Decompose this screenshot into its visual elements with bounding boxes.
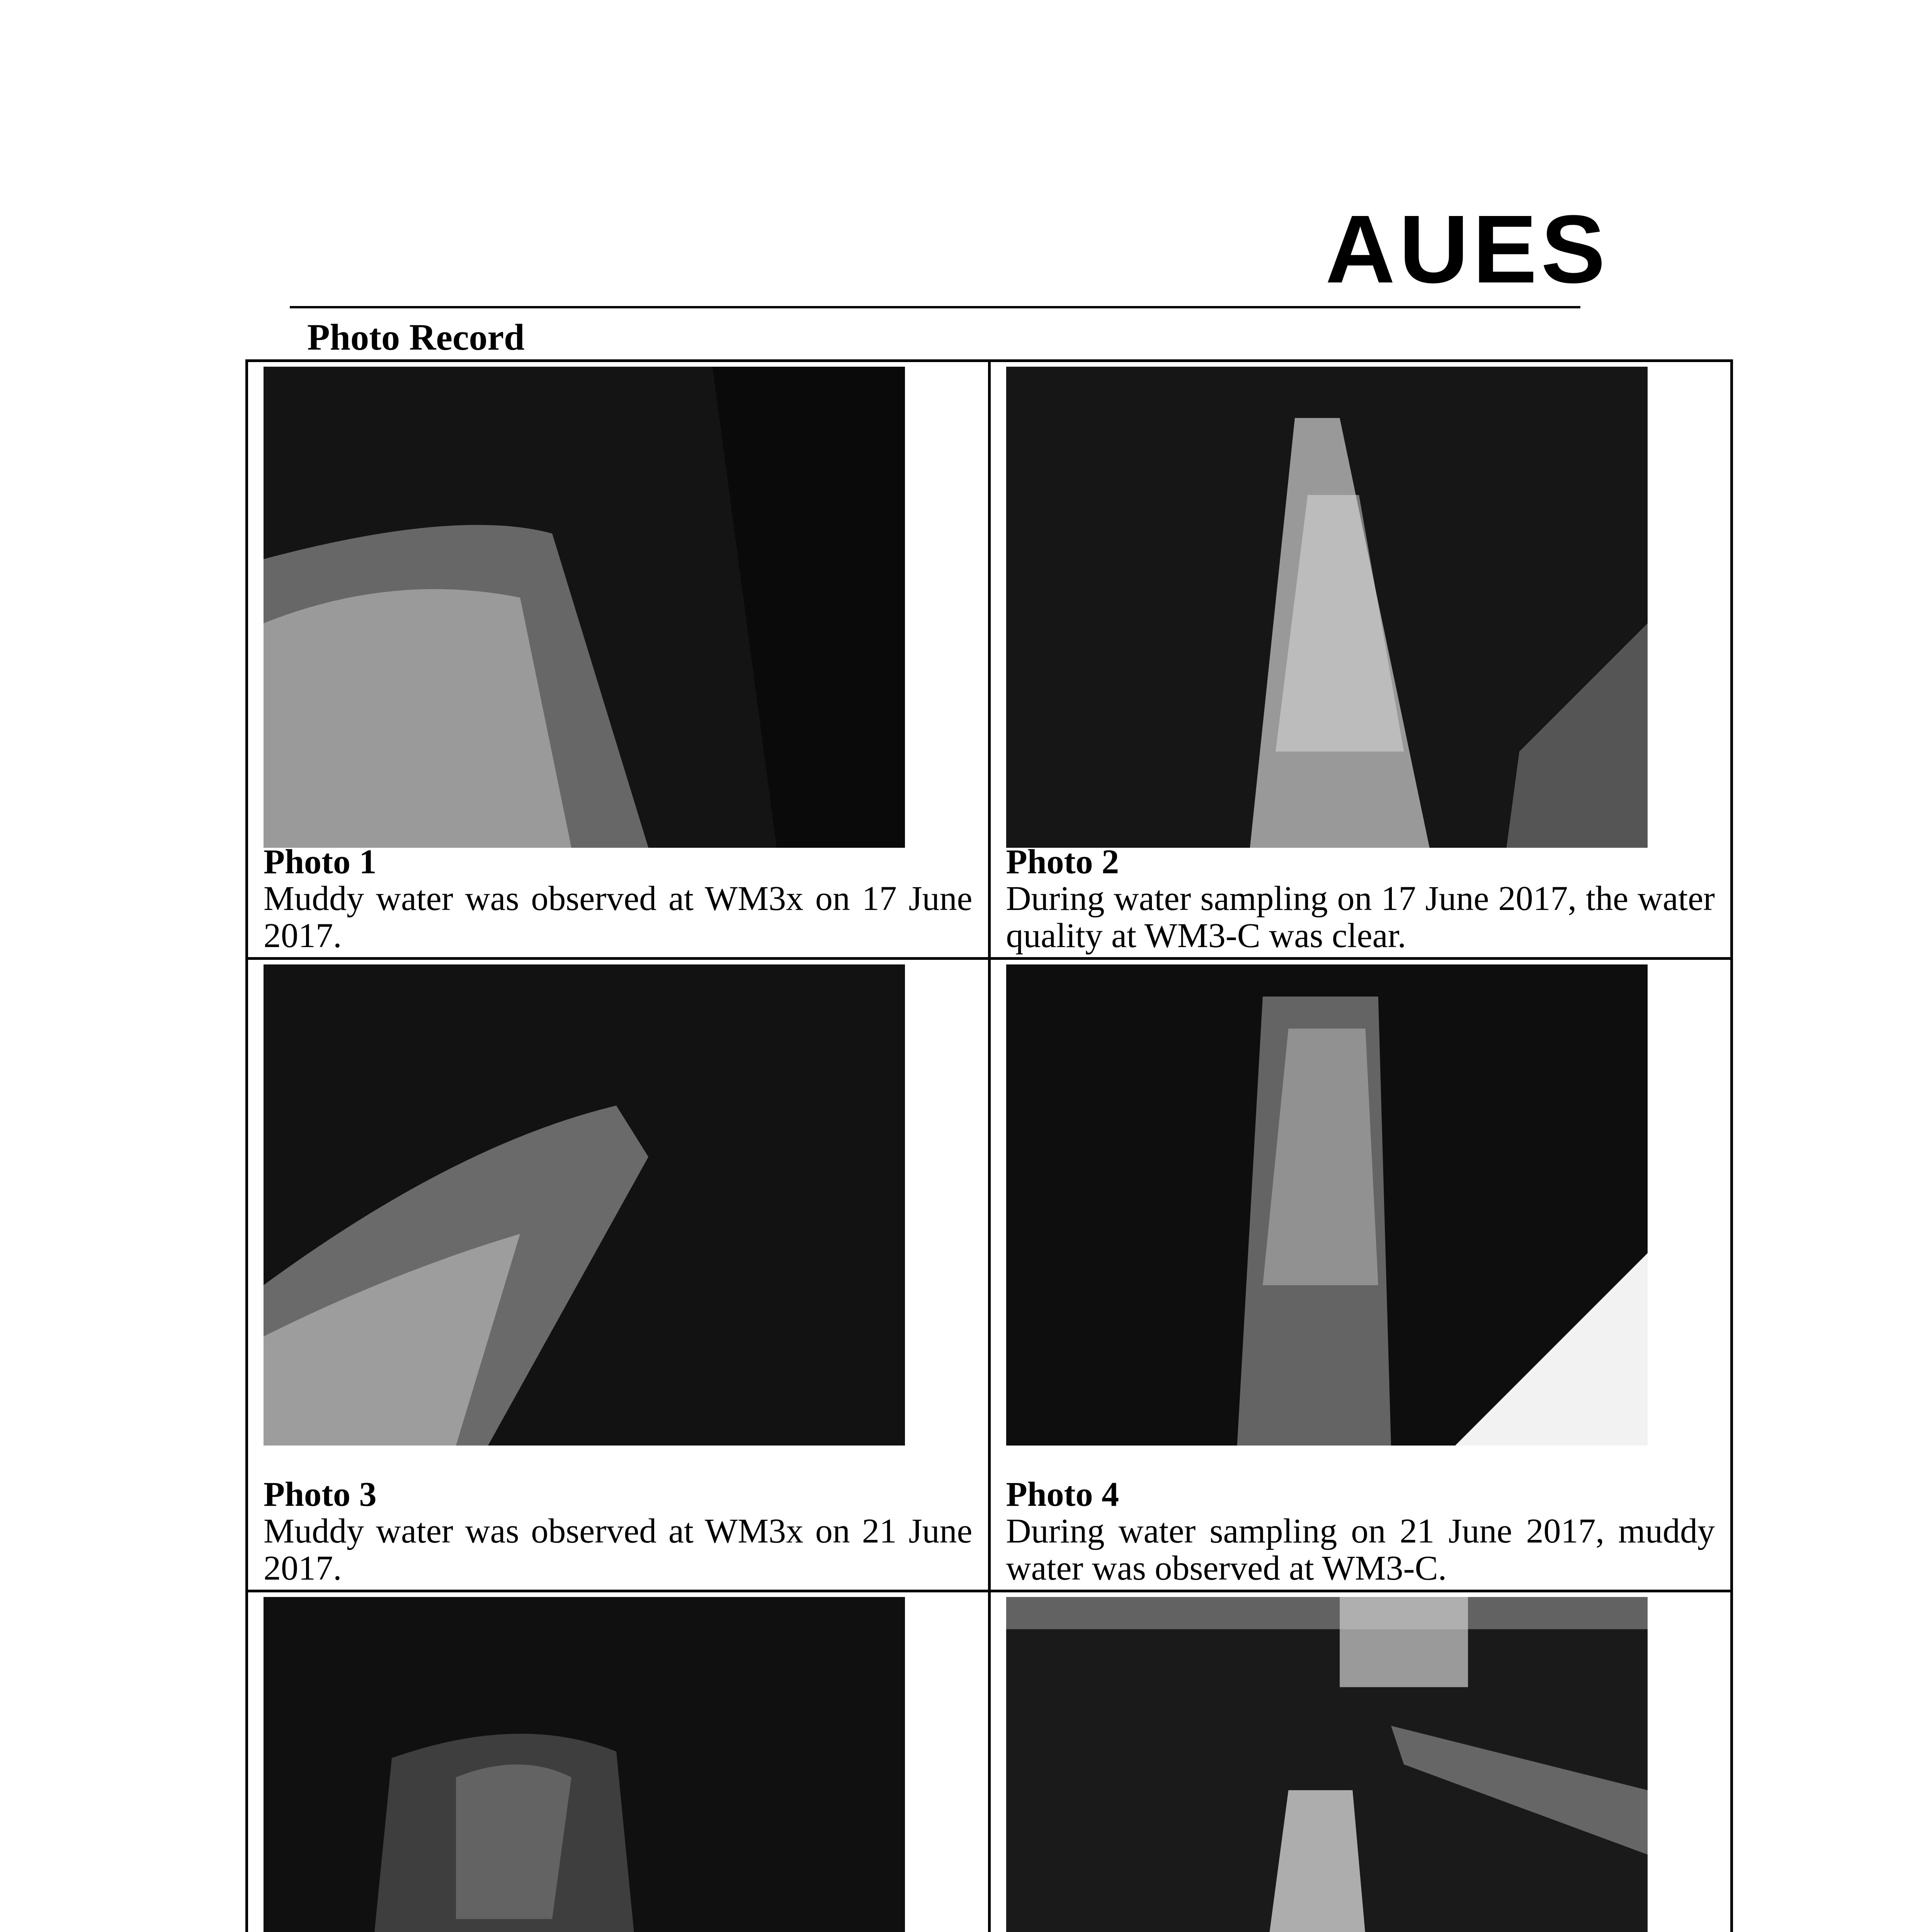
photo-cell-1: [247, 361, 990, 959]
photo-4-image: [1006, 964, 1648, 1446]
photo-cell-4: [989, 959, 1732, 1591]
photo-3-title: Photo 3: [264, 1475, 377, 1514]
photo-2-title: Photo 2: [1006, 842, 1119, 881]
company-logo: AUES: [1325, 195, 1609, 303]
photo-4-caption: During water sampling on 21 June 2017, muddy water was observed at WM3-C.: [1006, 1512, 1715, 1587]
photo-5-image: [264, 1597, 905, 1932]
page-title: Photo Record: [307, 316, 525, 358]
photo-6-image: [1006, 1597, 1648, 1932]
photo-3-image: [264, 964, 905, 1446]
photo-4-title: Photo 4: [1006, 1475, 1119, 1514]
photo-1-image: [264, 367, 905, 848]
photo-record-table: [245, 359, 1733, 1932]
photo-2-caption: During water sampling on 17 June 2017, the water quality at WM3-C was clear.: [1006, 879, 1715, 955]
photo-cell-3: [247, 959, 990, 1591]
photo-2-image: [1006, 367, 1648, 848]
photo-cell-6: [989, 1591, 1732, 1932]
photo-cell-5: [247, 1591, 990, 1932]
photo-1-caption: Muddy water was observed at WM3x on 17 June 2017.: [264, 879, 973, 955]
photo-cell-2: [989, 361, 1732, 959]
header-rule: [290, 306, 1580, 308]
photo-3-caption: Muddy water was observed at WM3x on 21 June 2017.: [264, 1512, 973, 1587]
photo-1-title: Photo 1: [264, 842, 377, 881]
